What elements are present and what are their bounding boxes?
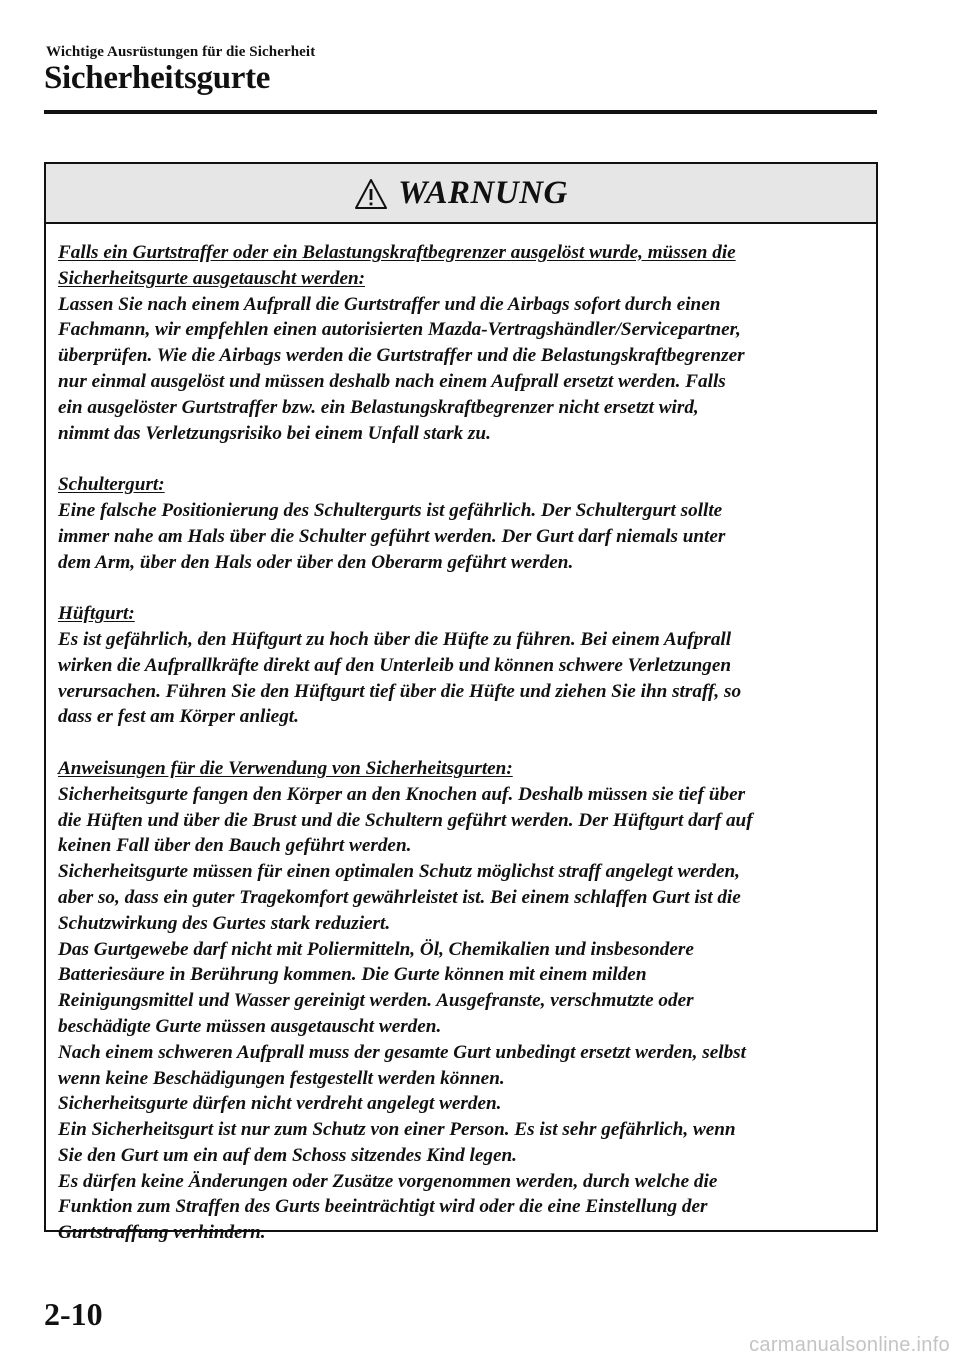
paragraph-line: Fachmann, wir empfehlen einen autorisierten Mazda-Vertragshändler/Servicepartner, [58,319,741,341]
paragraph-line: Batteriesäure in Berührung kommen. Die Gurte können mit einem milden [58,964,647,986]
paragraph-heading: Sicherheitsgurte ausgetauscht werden: [58,267,366,289]
paragraph-line: nimmt das Verletzungsrisiko bei einem Unfall stark zu. [58,422,491,444]
paragraph-line: immer nahe am Hals über die Schulter geführt werden. Der Gurt darf niemals unter [58,525,726,547]
paragraph-line: keinen Fall über den Bauch geführt werden. [58,835,412,857]
warning-paragraph-pretensioner [58,240,866,446]
section-label: Wichtige Ausrüstungen für die Sicherheit [46,44,316,60]
warning-triangle-icon [354,178,388,210]
page-number: 2-10 [44,1296,103,1332]
paragraph-line: Sie den Gurt um ein auf dem Schoss sitzendes Kind legen. [58,1144,517,1166]
paragraph-line: verursachen. Führen Sie den Hüftgurt tief über die Hüfte und ziehen Sie ihn straff, so [58,680,742,702]
paragraph-line: Sicherheitsgurte müssen für einen optimalen Schutz möglichst straff angelegt werden, [58,861,740,883]
paragraph-line: überprüfen. Wie die Airbags werden die Gurtstraffer und die Belastungskraftbegrenzer [58,345,745,367]
paragraph-heading: Falls ein Gurtstraffer oder ein Belastungskraftbegrenzer ausgelöst wurde, müssen die [58,242,736,263]
paragraph-line: Es ist gefährlich, den Hüftgurt zu hoch über die Hüfte zu führen. Bei einem Aufprall [58,628,732,650]
watermark-text[interactable]: carmanualsonline.info [749,1334,950,1356]
warning-paragraph-lap-belt [58,601,866,730]
paragraph-heading: Hüftgurt: [58,603,135,625]
warning-paragraph-shoulder-belt [58,472,866,575]
warning-paragraph-instructions [58,756,866,1246]
paragraph-line: ein ausgelöster Gurtstraffer bzw. ein Belastungskraftbegrenzer nicht ersetzt wird, [58,396,699,418]
paragraph-line: Das Gurtgewebe darf nicht mit Poliermitteln, Öl, Chemikalien und insbesondere [58,938,694,960]
paragraph-line: beschädigte Gurte müssen ausgetauscht werden. [58,1015,442,1037]
paragraph-line: wirken die Aufprallkräfte direkt auf den Unterleib und können schwere Verletzungen [58,654,732,676]
paragraph-line: wenn keine Beschädigungen festgestellt werden können. [58,1067,505,1089]
paragraph-line: Sicherheitsgurte fangen den Körper an den Knochen auf. Deshalb müssen sie tief über [58,783,746,805]
warning-box [44,162,878,1244]
paragraph-line: dass er fest am Körper anliegt. [58,706,299,728]
paragraph-line: nur einmal ausgelöst und müssen deshalb nach einem Aufprall ersetzt werden. Falls [58,370,726,392]
paragraph-line: Reinigungsmittel und Wasser gereinigt werden. Ausgefranste, verschmutzte oder [58,990,694,1012]
paragraph-line: Es dürfen keine Änderungen oder Zusätze vorgenommen werden, durch welche die [58,1170,718,1192]
warning-title: WARNUNG [398,174,568,211]
paragraph-line: Gurtstraffung verhindern. [58,1222,266,1244]
paragraph-line: aber so, dass ein guter Tragekomfort gewährleistet ist. Bei einem schlaffen Gurt ist die [58,886,741,908]
paragraph-line: Lassen Sie nach einem Aufprall die Gurtstraffer und die Airbags sofort durch einen [58,293,721,315]
paragraph-line: Eine falsche Positionierung des Schultergurts ist gefährlich. Der Schultergurt sollte [58,499,723,521]
paragraph-line: die Hüften und über die Brust und die Schultern geführt werden. Der Hüftgurt darf auf [58,809,753,831]
paragraph-line: Sicherheitsgurte dürfen nicht verdreht angelegt werden. [58,1093,502,1115]
paragraph-heading: Schultergurt: [58,474,165,496]
paragraph-line: Ein Sicherheitsgurt ist nur zum Schutz von einer Person. Es ist sehr gefährlich, wenn [58,1119,736,1141]
page-title: Sicherheitsgurte [44,60,271,96]
warning-header [46,164,876,224]
paragraph-line: dem Arm, über den Hals oder über den Oberarm geführt werden. [58,551,574,573]
title-rule [44,110,877,114]
warning-body [46,224,876,1246]
paragraph-line: Schutzwirkung des Gurtes stark reduziert. [58,912,391,934]
paragraph-line: Funktion zum Straffen des Gurts beeinträchtigt wird oder die eine Einstellung der [58,1196,708,1218]
paragraph-heading: Anweisungen für die Verwendung von Sicherheitsgurten: [58,757,513,779]
paragraph-line: Nach einem schweren Aufprall muss der gesamte Gurt unbedingt ersetzt werden, selbst [58,1041,746,1063]
